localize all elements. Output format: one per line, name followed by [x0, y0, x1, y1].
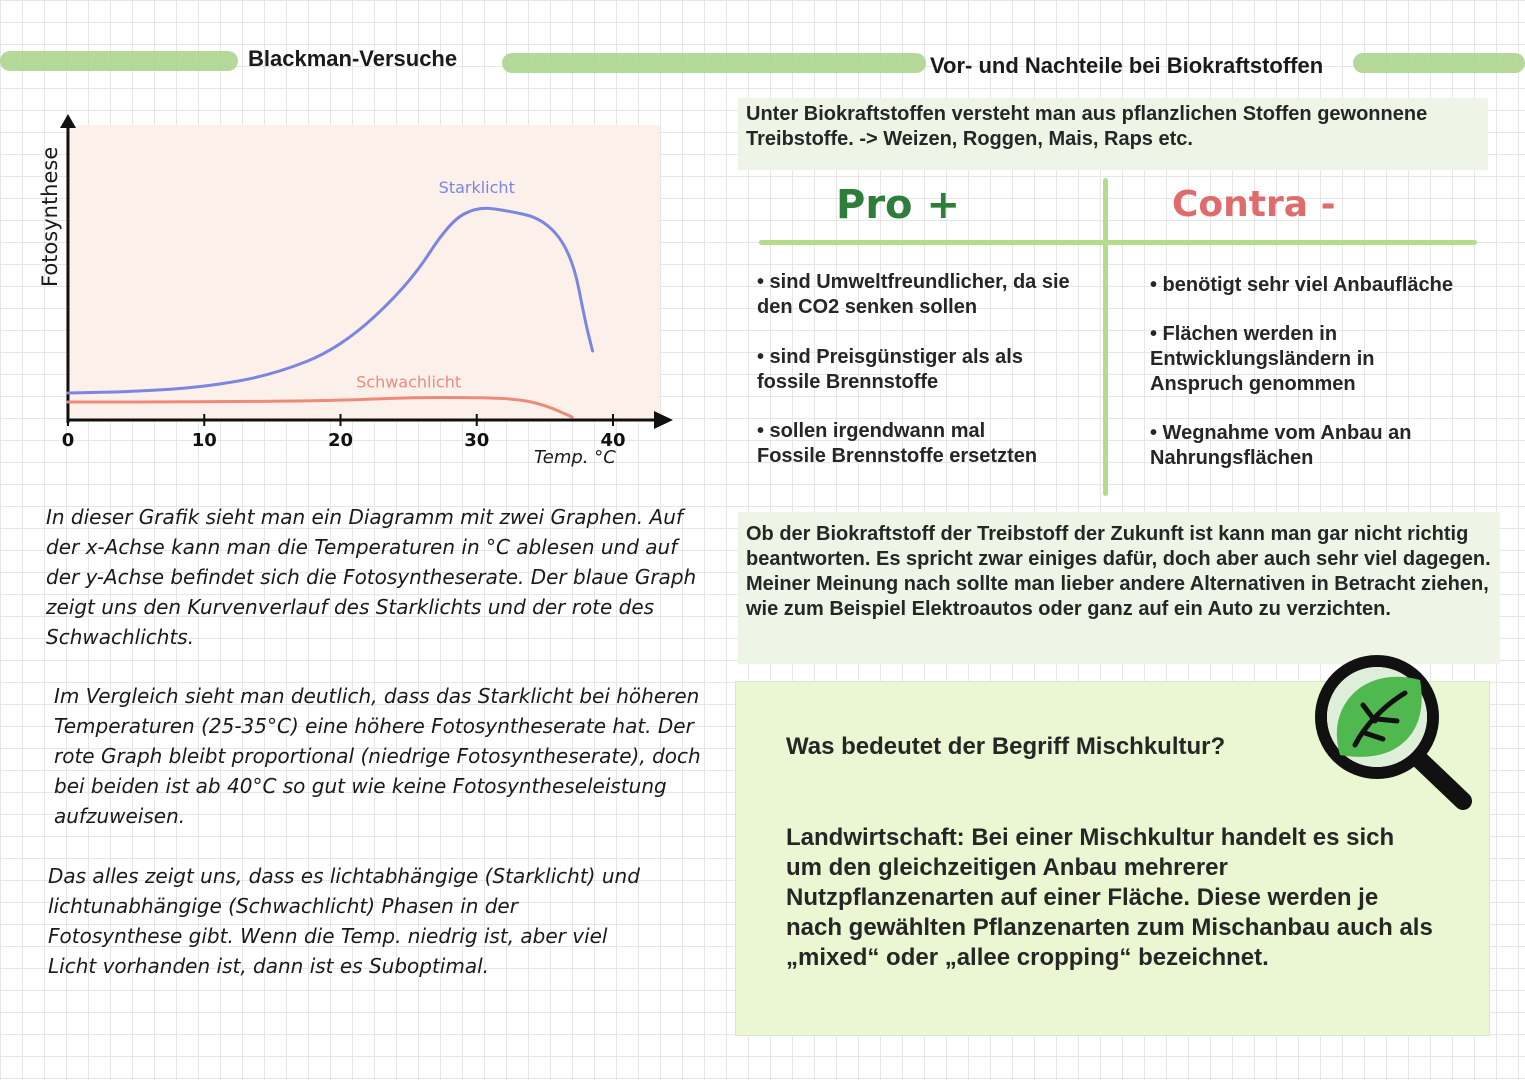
pro-label: Pro +: [836, 182, 960, 228]
intro-text: Unter Biokraftstoffen versteht man aus pflanzlichen Stoffen gewonnene Treibstoffe. -> Weizen, Roggen, Mais, Raps etc.: [746, 103, 1428, 150]
magnifier-leaf-icon: [1305, 645, 1475, 815]
conclusion-text: [48, 861, 648, 981]
contra-item-1: • benötigt sehr viel Anbaufläche: [1150, 274, 1453, 296]
table-vertical-line: [1103, 178, 1108, 496]
series-label-starklicht: Starklicht: [438, 178, 515, 197]
intro-box: [738, 98, 1488, 170]
paragraph-1: In dieser Grafik sieht man ein Diagramm mit zwei Graphen. Auf der x-Achse kann man die Temperaturen in °C ablesen und auf der y-Achse befindet sich die Fotosyntheserate. Der blaue Graph zeigt uns den Kurvenverlauf des Starklichts und der rote des Schwachlichts.: [46, 505, 697, 649]
x-tick-label: 20: [327, 430, 354, 451]
x-tick-label: 40: [600, 430, 626, 451]
paragraph-3: Das alles zeigt uns, dass es lichtabhängige (Starklicht) und lichtunabhängige (Schwachlicht) Phasen in der Fotosynthese gibt. Wenn die Temp. niedrig ist, aber viel Licht vorhanden ist, dann ist es Suboptimal.: [48, 864, 640, 978]
y-axis-arrow: [60, 114, 76, 128]
chart-description: [46, 502, 716, 652]
x-tick-label: 30: [464, 430, 490, 451]
mischkultur-answer: Landwirtschaft: Bei einer Mischkultur handelt es sich um den gleichzeitigen Anbau mehrerer Nutzpflanzenarten auf einer Fläche. Diese werden je nach gewählten Pflanzenarten zum Mischanbau auch als „mixed“ oder „allee cropping“ bezeichnet.: [786, 824, 1433, 971]
x-tick-label: 10: [191, 430, 217, 451]
mischkultur-question: Was bedeutet der Begriff Mischkultur?: [786, 733, 1226, 760]
header-bar-left: [0, 51, 238, 71]
x-axis-label: Temp. °C: [534, 447, 616, 468]
pro-item-1: • sind Umweltfreundlicher, da sie den CO2 senken sollen: [757, 271, 1070, 318]
x-tick-label: 0: [61, 430, 75, 451]
y-axis-label: Fotosynthese: [38, 146, 62, 287]
pro-item-3: • sollen irgendwann mal Fossile Brennstoffe ersetzten: [757, 420, 1038, 467]
header-bar-right: [1353, 53, 1525, 73]
series-label-schwachlicht: Schwachlicht: [356, 372, 462, 392]
contra-item-3: • Wegnahme vom Anbau an Nahrungsflächen: [1150, 422, 1412, 469]
contra-label: Contra -: [1172, 184, 1336, 225]
pro-item-2: • sind Preisgünstiger als als fossile Brennstoffe: [757, 346, 1023, 393]
table-horizontal-line: [759, 240, 1477, 245]
biokraftstoffe-heading: Vor- und Nachteile bei Biokraftstoffen: [930, 53, 1324, 78]
blackman-chart: [0, 100, 700, 500]
comparison-text: [54, 681, 720, 831]
conclusion-paragraph: Ob der Biokraftstoff der Treibstoff der Zukunft ist kann man gar nicht richtig beantworten. Es spricht zwar einiges dafür, doch aber auch sehr viel dagegen. Meiner Meinung nach sollte man lieber andere Alternativen in Betracht ziehen, wie zum Beispiel Elektroautos oder ganz auf ein Auto zu verzichten.: [746, 523, 1491, 620]
contra-item-2: • Flächen werden in Entwicklungsländern in Anspruch genommen: [1150, 323, 1375, 395]
conclusion-box: [738, 512, 1500, 664]
x-axis-arrow: [654, 411, 673, 429]
series-line-starklicht: [68, 208, 593, 393]
header-bar-middle: [502, 53, 926, 73]
blackman-heading: Blackman-Versuche: [248, 46, 458, 71]
series-line-schwachlicht: [68, 398, 572, 418]
paragraph-2: Im Vergleich sieht man deutlich, dass das Starklicht bei höheren Temperaturen (25-35°C) eine höhere Fotosyntheserate hat. Der rote Graph bleibt proportional (niedrige Fotosyntheserate), doch bei beiden ist ab 40°C so gut wie keine Fotosyntheseleistung aufzuweisen.: [54, 684, 701, 828]
